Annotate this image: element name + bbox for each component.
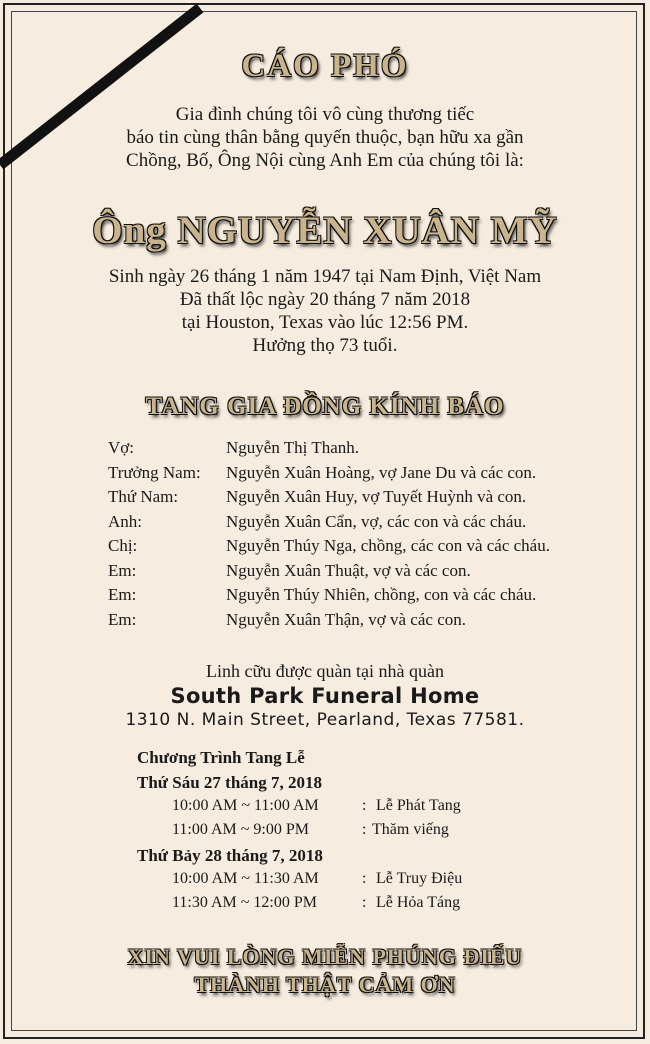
event-label: Lễ Truy Điệu [376, 870, 463, 887]
venue-intro: Linh cữu được quàn tại nhà quàn [206, 661, 444, 681]
family-row [108, 585, 628, 610]
bio-line: tại Houston, Texas vào lúc 12:56 PM. [181, 312, 469, 333]
event-separator: : [362, 821, 367, 838]
intro-line: Chồng, Bố, Ông Nội cùng Anh Em của chúng tôi là: [126, 150, 524, 171]
biography [0, 265, 650, 357]
closing-message [0, 943, 650, 999]
relation-label: Vợ: [108, 438, 134, 457]
family-member: Nguyễn Thị Thanh. [226, 438, 359, 457]
family-row [108, 610, 628, 635]
relation-label: Em: [108, 585, 137, 604]
family-row [108, 512, 628, 537]
program-title: Chương Trình Tang Lễ [137, 748, 305, 767]
program-day-date: Thứ Bảy 28 tháng 7, 2018 [137, 846, 323, 865]
event-label: Thăm viếng [372, 821, 449, 838]
family-member: Nguyễn Xuân Hoàng, vợ Jane Du và các con. [226, 462, 537, 482]
closing-line: XIN VUI LÒNG MIỄN PHÚNG ĐIẾU [127, 944, 523, 969]
relation-label: Thứ Nam: [108, 487, 179, 506]
relation-label: Anh: [108, 511, 142, 531]
obituary-title: CÁO PHÓ [241, 48, 409, 84]
funeral-home-address: 1310 N. Main Street, Pearland, Texas 77581. [125, 710, 525, 730]
family-member: Nguyễn Xuân Thận, vợ và các con. [226, 609, 466, 629]
family-row [108, 536, 628, 561]
bio-line: Đã thất lộc ngày 20 tháng 7 năm 2018 [179, 289, 471, 310]
family-member: Nguyễn Xuân Huy, vợ Tuyết Huỳnh và con. [226, 487, 527, 506]
intro-line: Gia đình chúng tôi vô cùng thương tiếc [175, 104, 475, 125]
closing-line: THÀNH THẬT CẢM ƠN [194, 972, 456, 997]
funeral-home-name: South Park Funeral Home [170, 684, 480, 708]
relation-label: Trưởng Nam: [108, 462, 201, 482]
event-time: 10:00 AM ~ 11:00 AM [172, 797, 319, 814]
event-label: Lễ Phát Tang [376, 797, 461, 814]
relation-label: Em: [108, 560, 137, 580]
family-row [108, 561, 628, 586]
bio-line: Hưởng thọ 73 tuổi. [252, 335, 398, 356]
event-label: Lễ Hỏa Táng [376, 894, 461, 911]
family-member: Nguyễn Thúy Nhiên, chồng, con và các cháu. [226, 585, 537, 604]
family-list [108, 438, 628, 634]
family-member: Nguyễn Thúy Nga, chồng, các con và các cháu. [226, 536, 550, 555]
deceased-name: Ông NGUYỄN XUÂN MỸ [92, 209, 558, 252]
family-heading: TANG GIA ĐỒNG KÍNH BÁO [145, 393, 505, 420]
event-separator: : [362, 797, 367, 814]
announcement-intro [0, 103, 650, 172]
event-time: 10:00 AM ~ 11:30 AM [172, 870, 319, 887]
relation-label: Em: [108, 609, 137, 629]
program-day-date: Thứ Sáu 27 tháng 7, 2018 [137, 773, 322, 792]
family-member: Nguyễn Xuân Cẩn, vợ, các con và các cháu. [226, 511, 527, 531]
family-row [108, 463, 628, 488]
event-separator: : [362, 870, 367, 887]
relation-label: Chị: [108, 536, 138, 555]
family-row [108, 438, 628, 463]
intro-line: báo tin cùng thân bằng quyến thuộc, bạn hữu xa gần [126, 127, 524, 148]
event-separator: : [362, 894, 367, 911]
event-time: 11:30 AM ~ 12:00 PM [172, 894, 317, 911]
event-time: 11:00 AM ~ 9:00 PM [172, 821, 309, 838]
family-member: Nguyễn Xuân Thuật, vợ và các con. [226, 560, 471, 580]
family-row [108, 487, 628, 512]
bio-line: Sinh ngày 26 tháng 1 năm 1947 tại Nam Định, Việt Nam [108, 266, 542, 287]
